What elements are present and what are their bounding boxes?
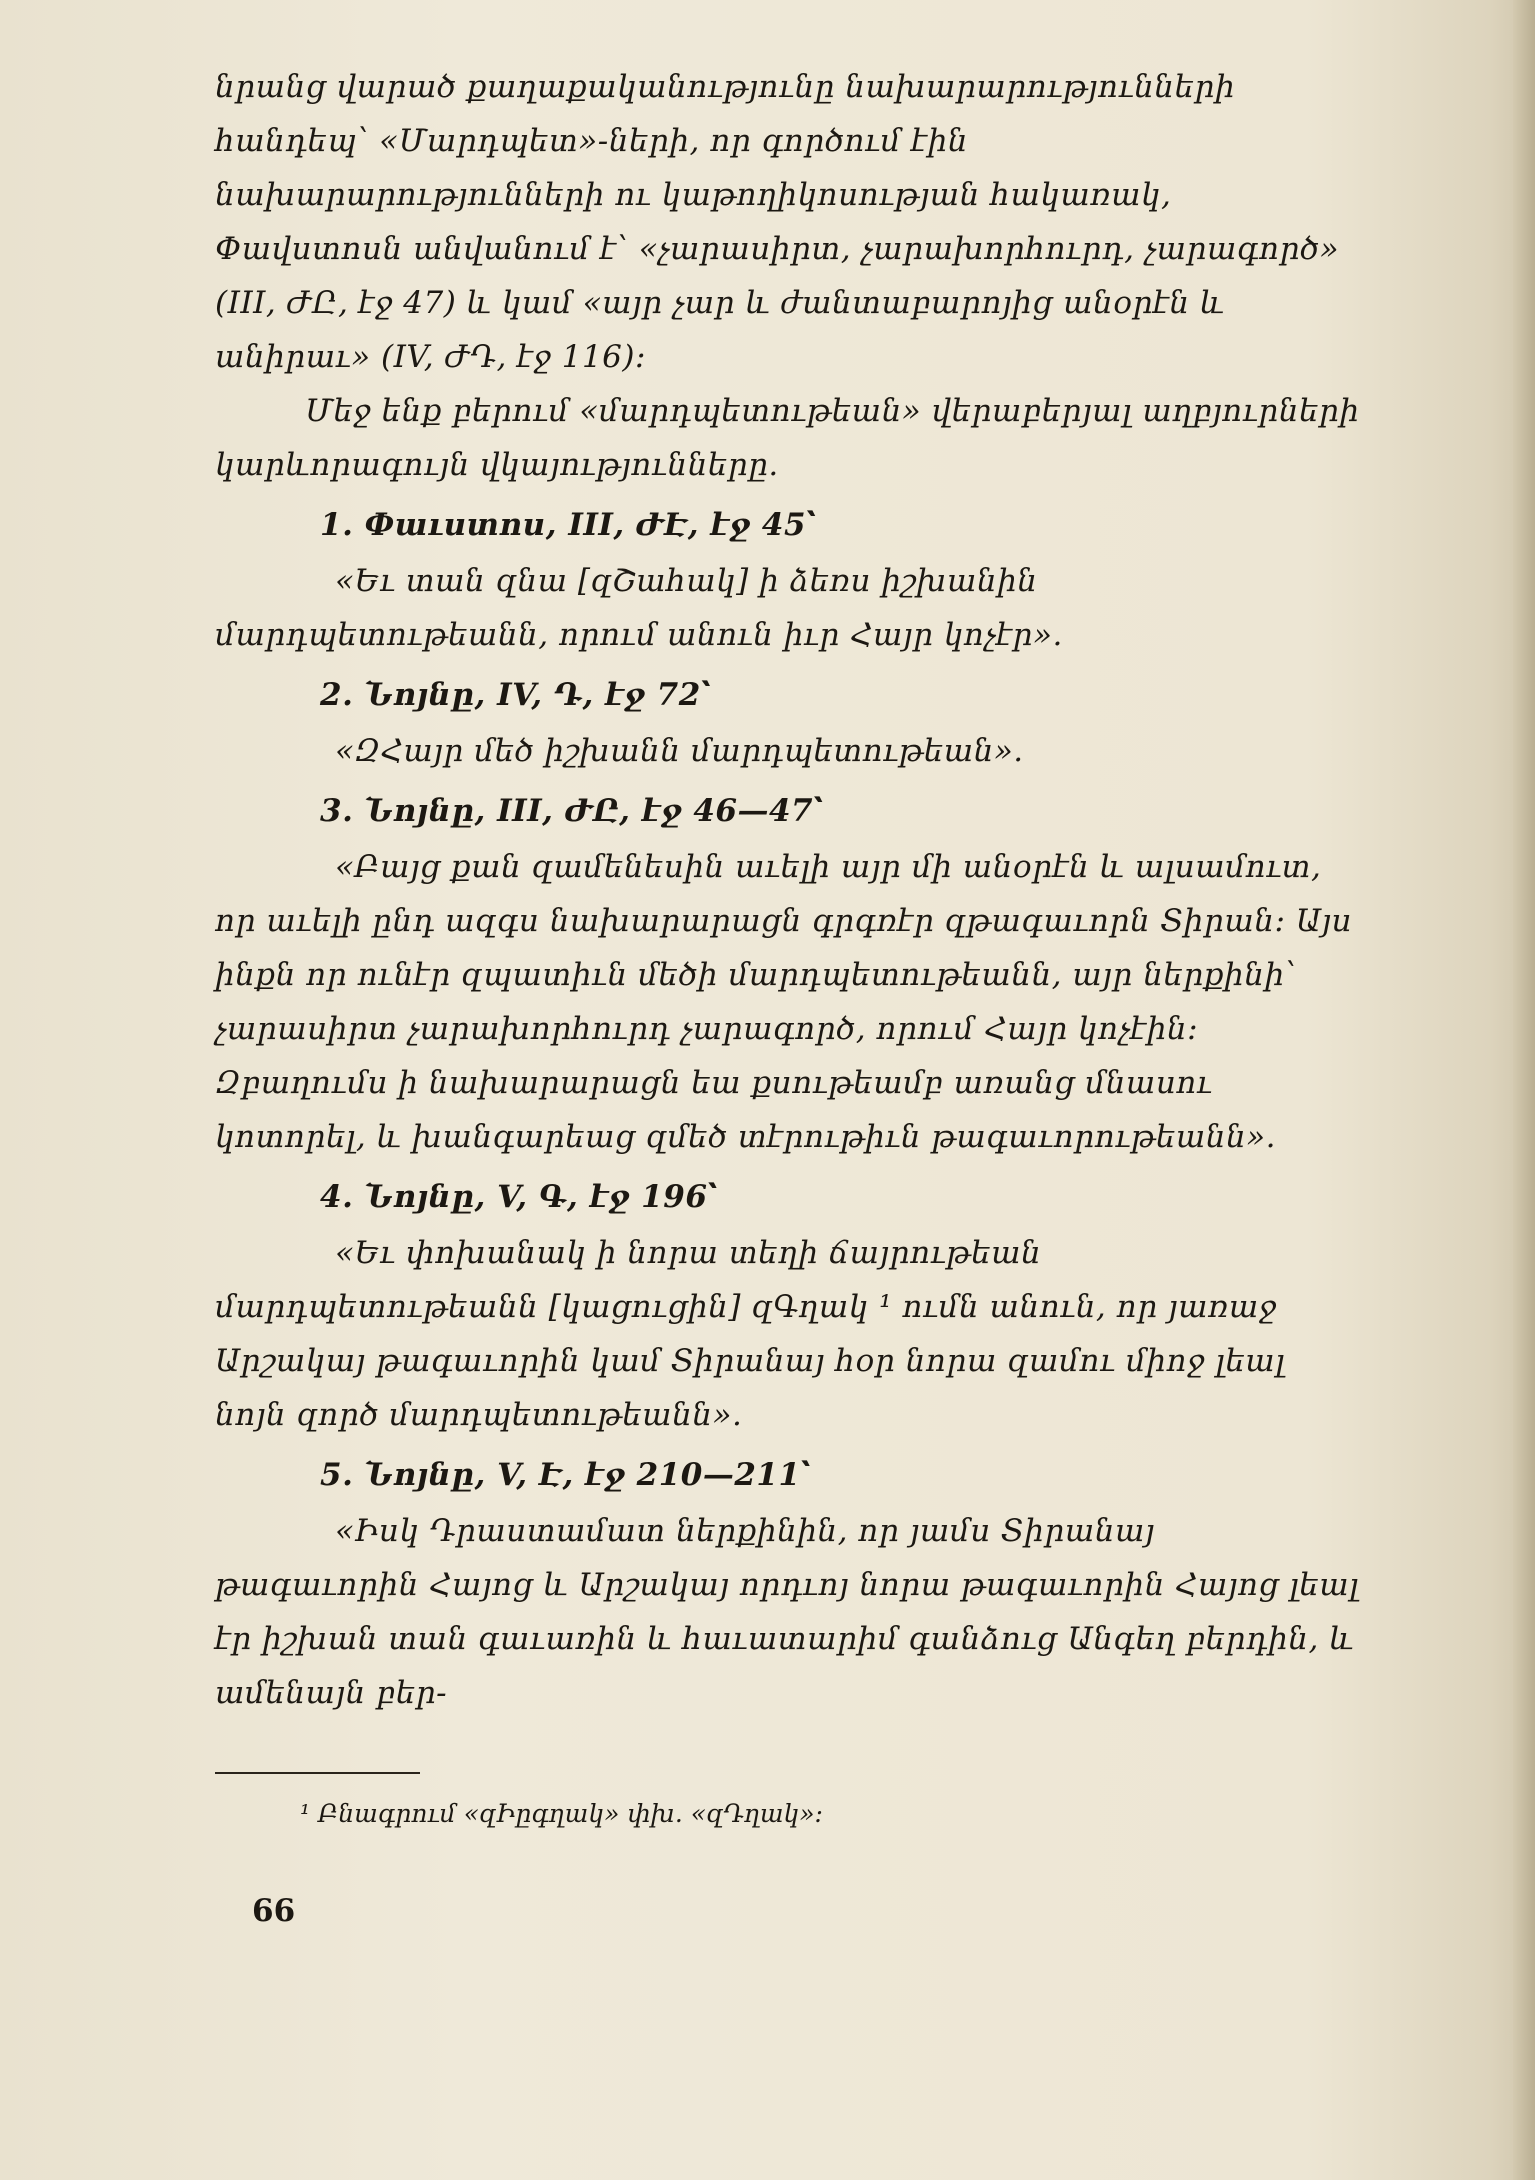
citation-ref-1: 1. Փաւստոս, III, ԺԷ, էջ 45՝	[320, 507, 817, 543]
citation-quote-5: «Իսկ Դրաստամատ ներքինին, որ յամս Տիրանայ թագաւորին Հայոց և Արշակայ որդւոյ նորա թագաւորին Հայոց լեալ էր իշխան տան գաւառին և հաւատարիմ գանձուց Անգեղ բերդին, և ամենայն բեր-	[215, 1513, 1360, 1711]
footnote-divider	[215, 1772, 420, 1774]
citation-quote-2: «ԶՀայր մեծ իշխանն մարդպետութեան».	[335, 733, 1024, 769]
citation-quote-1: «Եւ տան զնա [զՇահակ] ի ձեռս իշխանին մարդպետութեանն, որում անուն իւր Հայր կոչէր».	[215, 563, 1063, 653]
paragraph-intro: նրանց վարած քաղաքականությունը նախարարությունների հանդեպ՝ «Մարդպետ»-ների, որ գործում էին նախարարությունների ու կաթողիկոսության հակառակ, Փավստոսն անվանում է՝ «չարասիրտ, չարախորհուրդ, չարագործ» (III, ԺԸ, էջ 47) և կամ «այր չար և ժանտաբարոյից անօրէն և անիրաւ» (IV, ԺԴ, էջ 116)։	[215, 69, 1340, 375]
citation-quote-4: «Եւ փոխանակ ի նորա տեղի ճայրութեան մարդպետութեանն [կացուցին] զԳղակ ¹ ումն անուն, որ յառաջ Արշակայ թագաւորին կամ Տիրանայ հօր նորա զամու միոջ լեալ նոյն զործ մարդպետութեանն».	[215, 1235, 1286, 1433]
paragraph-lead: Մեջ ենք բերում «մարդպետութեան» վերաբերյալ աղբյուրների կարևորագույն վկայությունները.	[215, 393, 1360, 483]
citation-ref-3: 3. Նոյնը, III, ԺԸ, էջ 46—47՝	[320, 793, 824, 829]
page-number: 66	[252, 1893, 296, 1929]
footnote: ¹ Բնագրում «զԻըգղակ» փխ. «զԴղակ»։	[300, 1799, 824, 1828]
page-edge	[1513, 0, 1535, 2180]
citation-quote-3: «Բայց քան զամենեսին աւելի այր մի անօրէն և ալսամուտ, որ աւելի ընդ ազգս նախարարացն գրգռէր զթագաւորն Տիրան։ Այս ինքն որ ունէր զպատիւն մեծի մարդպետութեանն, այր ներքինի՝ չարասիրտ չարախորհուրդ չարագործ, որում Հայր կոչէին։ Զբաղումս ի նախարարացն եա քսութեամբ առանց մնասու կոտորել, և խանգարեաց զմեծ տէրութիւն թագաւորութեանն».	[215, 849, 1352, 1155]
citation-ref-5: 5. Նոյնը, V, Է, էջ 210—211՝	[320, 1457, 812, 1493]
citation-ref-4: 4. Նոյնը, V, Գ, էջ 196՝	[320, 1179, 718, 1215]
citation-ref-2: 2. Նոյնը, IV, Դ, էջ 72՝	[320, 677, 712, 713]
body-text	[215, 60, 1365, 1720]
